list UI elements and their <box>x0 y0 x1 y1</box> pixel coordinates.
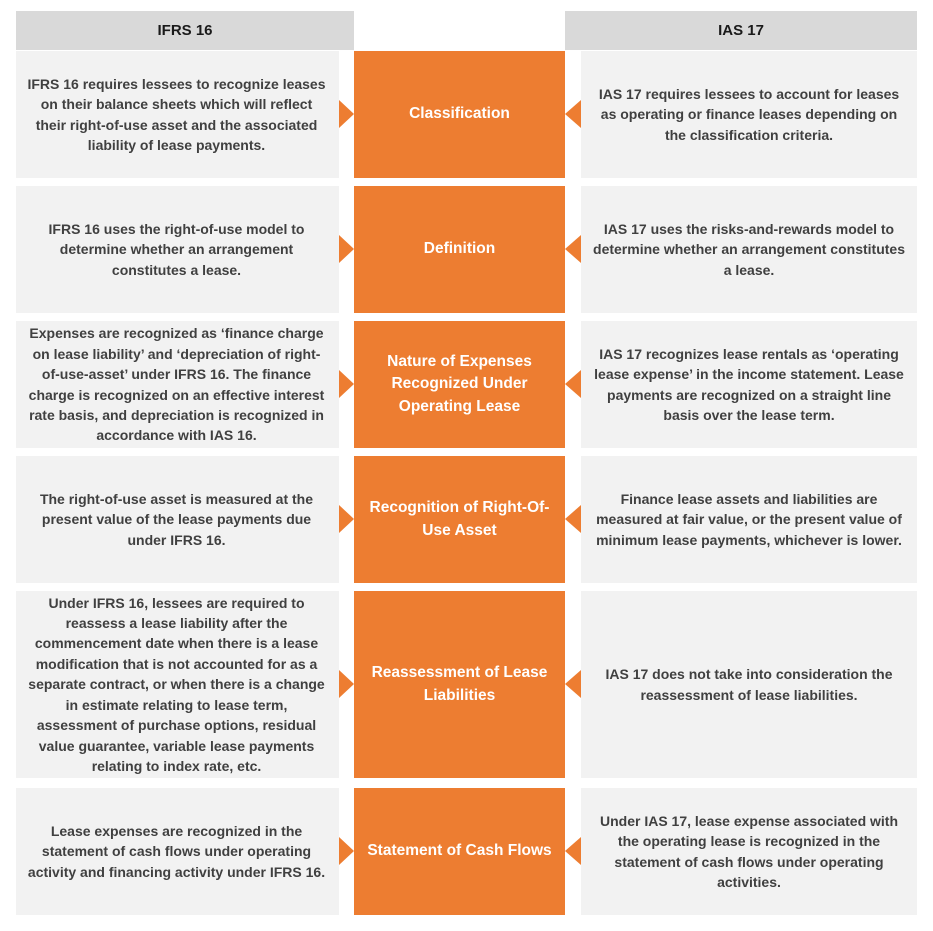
topic-text: Definition <box>423 240 496 258</box>
ias17-text: Under IAS 17, lease expense associated with the operating lease is recognized in the statement of cash flows under operating activities. <box>599 812 899 890</box>
ias17-cell <box>581 51 917 178</box>
ias17-text: Finance lease assets and liabilities are measured at fair value, or the present value of minimum lease payments, whichever is lower. <box>596 490 902 548</box>
topic-text: Classification <box>409 105 510 123</box>
ifrs16-text: Expenses are recognized as ‘finance charge on lease liability’ and ‘depreciation of right-of-use-asset’ under IFRS 16. The finance charge is recognized on an effective interest rate basis, and depreciation is recognized in accordance with IAS 16. <box>28 325 325 444</box>
topic-text: Nature of Expenses Recognized Under Operating Lease <box>387 352 532 415</box>
ias17-text: IAS 17 requires lessees to account for leases as operating or finance leases depending on the classification criteria. <box>598 85 900 143</box>
topic-label <box>354 51 565 178</box>
ifrs16-text: IFRS 16 requires lessees to recognize leases on their balance sheets which will reflect their right-of-use asset and the associated liability of lease payments. <box>27 75 326 153</box>
comparison-row-cash-flows <box>0 788 933 915</box>
ias17-cell <box>581 321 917 448</box>
topic-label <box>354 456 565 583</box>
arrow-right-icon <box>565 837 581 865</box>
ifrs16-cell <box>16 591 339 778</box>
arrow-left-icon <box>339 837 354 865</box>
arrow-left-icon <box>339 505 354 533</box>
comparison-row-right-of-use-asset <box>0 456 933 583</box>
topic-text: Reassessment of Lease Liabilities <box>371 664 548 704</box>
topic-text: Statement of Cash Flows <box>367 842 552 860</box>
comparison-row-reassessment <box>0 591 933 778</box>
comparison-row-definition <box>0 186 933 313</box>
topic-label <box>354 321 565 448</box>
ias17-cell <box>581 186 917 313</box>
comparison-row-classification <box>0 51 933 178</box>
topic-label <box>354 186 565 313</box>
ifrs16-cell <box>16 51 339 178</box>
ias17-cell <box>581 456 917 583</box>
ifrs16-text: IFRS 16 uses the right-of-use model to determine whether an arrangement constitutes a lease. <box>48 220 305 278</box>
ias17-text: IAS 17 uses the risks-and-rewards model to determine whether an arrangement constitutes a lease. <box>593 220 905 278</box>
arrow-right-icon <box>565 670 581 698</box>
topic-label <box>354 788 565 915</box>
ias17-text: IAS 17 does not take into consideration the reassessment of lease liabilities. <box>605 666 893 703</box>
arrow-left-icon <box>339 370 354 398</box>
comparison-row-nature-of-expenses <box>0 321 933 448</box>
arrow-left-icon <box>339 670 354 698</box>
ifrs16-text: Lease expenses are recognized in the statement of cash flows under operating activity and financing activity under IFRS 16. <box>27 822 326 880</box>
ias17-text: IAS 17 recognizes lease rentals as ‘operating lease expense’ in the income statement. Lease payments are recognized on a straight line basis over the lease term. <box>594 345 904 423</box>
arrow-right-icon <box>565 100 581 128</box>
arrow-left-icon <box>339 100 354 128</box>
ifrs16-cell <box>16 321 339 448</box>
header-ifrs16: IFRS 16 <box>16 11 354 50</box>
arrow-right-icon <box>565 235 581 263</box>
ias17-cell <box>581 591 917 778</box>
ifrs16-text: Under IFRS 16, lessees are required to reassess a lease liability after the commencement date when there is a lease modification that is not accounted for as a separate contract, or when there is a change in estimate relating to lease term, assessment of purchase options, residual value guarantee, variable lease payments relating to index rate, etc. <box>28 594 325 774</box>
topic-label <box>354 591 565 778</box>
ifrs16-text: The right-of-use asset is measured at the present value of the lease payments due under IFRS 16. <box>39 490 314 548</box>
arrow-right-icon <box>565 505 581 533</box>
ifrs16-cell <box>16 456 339 583</box>
header-ias17: IAS 17 <box>565 11 917 50</box>
ifrs16-cell <box>16 788 339 915</box>
arrow-left-icon <box>339 235 354 263</box>
topic-text: Recognition of Right-Of-Use Asset <box>369 499 550 539</box>
ifrs16-cell <box>16 186 339 313</box>
arrow-right-icon <box>565 370 581 398</box>
ias17-cell <box>581 788 917 915</box>
